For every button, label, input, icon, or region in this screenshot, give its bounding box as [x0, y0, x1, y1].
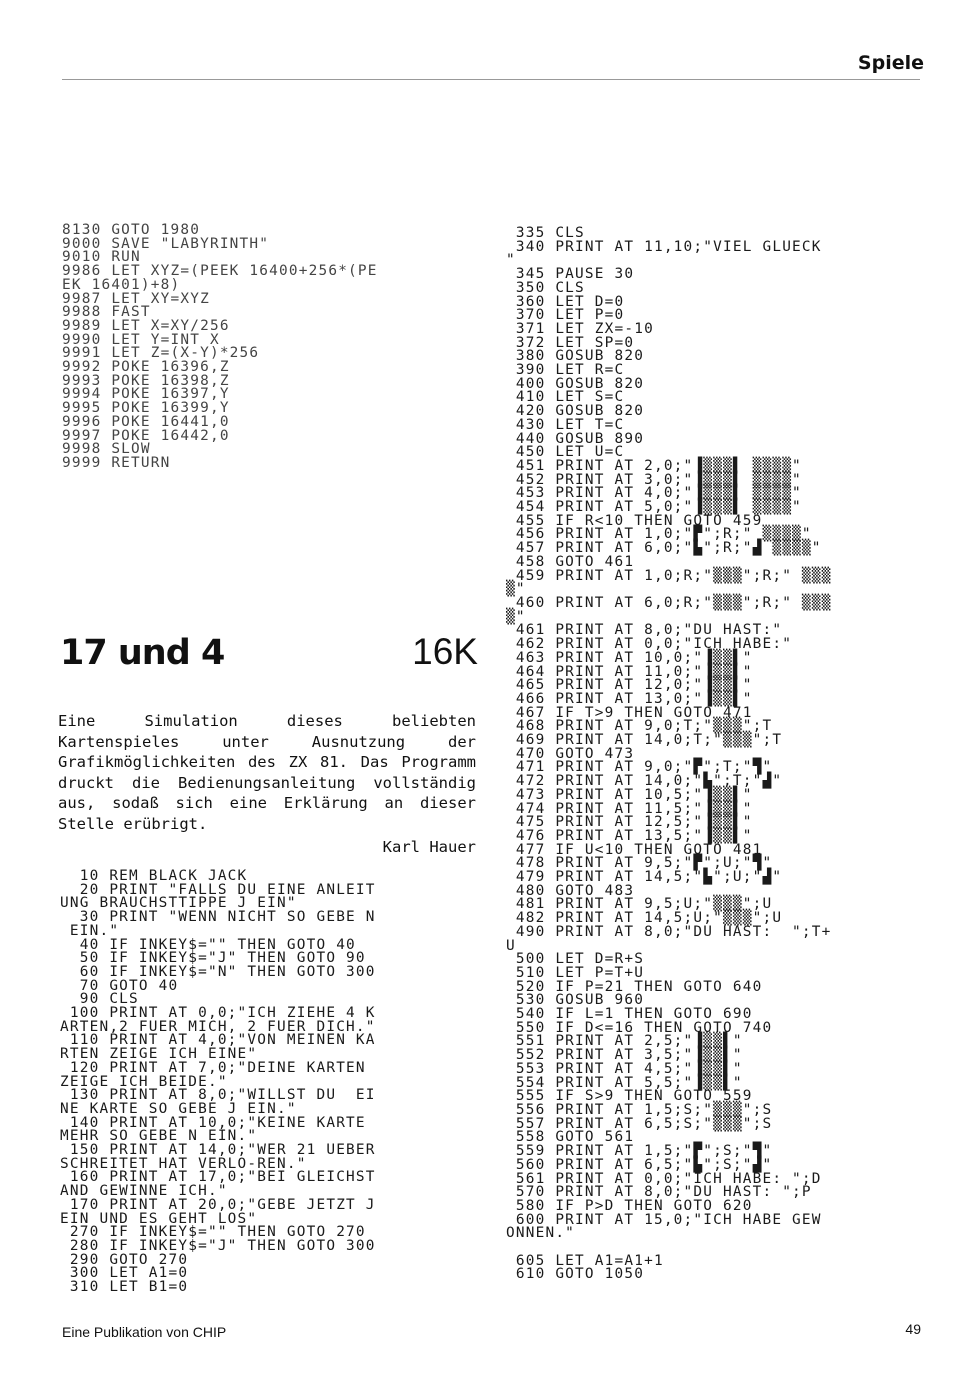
- code-listing-right: 335 CLS 340 PRINT AT 11,10;"VIEL GLUECK " 345 PAUSE 30 350 CLS 360 LET D=0 370 LET P=0 371 LET ZX=-10 372 LET SP=0 380 GOSUB 820 390 LET R=C 400 GOSUB 820 410 LET S=C 420 GOSUB 820 430 LET T=C 440 GOSUB 890 450 LET U=C 451 PRINT AT 2,0;"▐▒▒▒▌ ▒▒▒▒" 452 PRINT AT 3,0;"▐▒▒▒▌ ▒▒▒▒" 453 PRINT AT 4,0;"▐▒▒▒▌ ▒▒▒▒" 454 PRINT AT 5,0;"▐▒▒▒▌ ▒▒▒▒" 455 IF R<10 THEN GOTO 459 456 PRINT AT 1,0;"▛";R;" ▒▒▒▒" 457 PRINT AT 6,0;"▙";R;"▟ ▒▒▒▒" 458 GOTO 461 459 PRINT AT 1,0;R;"▒▒▒";R;" ▒▒▒ ▒" 460 PRINT AT 6,0;R;"▒▒▒";R;" ▒▒▒ ▒" 461 PRINT AT 8,0;"DU HAST:" 462 PRINT AT 0,0;"ICH HABE:" 463 PRINT AT 10,0;"▐▒▒▌" 464 PRINT AT 11,0;"▐▒▒▌" 465 PRINT AT 12,0;"▐▒▒▌" 466 PRINT AT 13,0;"▐▒▒▌" 467 IF T>9 THEN GOTO 471 468 PRINT AT 9,0;T;"▒▒▒";T 469 PRINT AT 14,0;T;"▒▒▒";T 470 GOTO 473 471 PRINT AT 9,0;"▛";T;"▜" 472 PRINT AT 14,0;"▙";T;"▟" 473 PRINT AT 10,5;"▐▒▒▌" 474 PRINT AT 11,5;"▐▒▒▌" 475 PRINT AT 12,5;"▐▒▒▌" 476 PRINT AT 13,5;"▐▒▒▌" 477 IF U<10 THEN GOTO 481 478 PRINT AT 9,5;"▛";U;"▜" 479 PRINT AT 14,5;"▙";U;"▟" 480 GOTO 483 481 PRINT AT 9,5;U;"▒▒▒";U 482 PRINT AT 14,5;U;"▒▒▒";U 490 PRINT AT 8,0;"DU HAST: ";T+ U 500 LET D=R+S 510 LET P=T+U 520 IF P=21 THEN GOTO 640 530 GOSUB 960 540 IF L=1 THEN GOTO 690 550 IF D<=16 THEN GOTO 740 551 PRINT AT 2,5;"▐▒▒▌" 552 PRINT AT 3,5;"▐▒▒▌" 553 PRINT AT 4,5;"▐▒▒▌" 554 PRINT AT 5,5;"▐▒▒▌" 555 IF S>9 THEN GOTO 559 556 PRINT AT 1,5;S;"▒▒▒";S 557 PRINT AT 6,5;S;"▒▒▒";S 558 GOTO 561 559 PRINT AT 1,5;"▛";S;"▜" 560 PRINT AT 6,5;"▙";S;"▟" 561 PRINT AT 0,0;"ICH HABE: ";D 570 PRINT AT 8,0;"DU HAST: ";P 580 IF P>D THEN GOTO 620 600 PRINT AT 15,0;"ICH HABE GEW ONNEN." 605 LET A1=A1+1 610 GOTO 1050: [506, 225, 832, 1283]
- header-rule: [62, 79, 920, 80]
- page-number: 49: [905, 1321, 921, 1337]
- article-intro: Eine Simulation dieses beliebten Kartenspieles unter Ausnutzung der Grafikmöglichkeiten des ZX 81. Das Programm druckt die Bedienungsanleitung vollständig aus, sodaß sich eine Erklärung an dieser Stelle erübrigt.: [58, 712, 476, 833]
- code-listing-top-left: 8130 GOTO 1980 9000 SAVE "LABYRINTH" 9010 RUN 9986 LET XYZ=(PEEK 16400+256*(PE EK 16401)+8) 9987 LET XY=XYZ 9988 FAST 9989 LET X=XY/256 9990 LET Y=INT X 9991 LET Z=(X-Y)*256 9992 POKE 16396,Z 9993 POKE 16398,Z 9994 POKE 16397,Y 9995 POKE 16399,Y 9996 POKE 16441,0 9997 POKE 16442,0 9998 SLOW 9999 RETURN: [62, 222, 378, 471]
- footer-publication: Eine Publikation von CHIP: [62, 1324, 227, 1340]
- article-author: Karl Hauer: [382, 838, 476, 856]
- code-listing-left: 10 REM BLACK JACK 20 PRINT "FALLS DU EINE ANLEIT UNG BRAUCHSTTIPPE J EIN" 30 PRINT "WENN NICHT SO GEBE N EIN." 40 IF INKEY$="" THEN GOTO 40 50 IF INKEY$="J" THEN GOTO 90 60 IF INKEY$="N" THEN GOTO 300 70 GOTO 40 90 CLS 100 PRINT AT 0,0;"ICH ZIEHE 4 K ARTEN,2 FUER MICH, 2 FUER DICH." 110 PRINT AT 4,0;"VON MEINEN KA RTEN ZEIGE ICH EINE" 120 PRINT AT 7,0;"DEINE KARTEN ZEIGE ICH BEIDE." 130 PRINT AT 8,0;"WILLST DU EI NE KARTE SO GEBE J EIN." 140 PRINT AT 10,0;"KEINE KARTE MEHR SO GEBE N EIN." 150 PRINT AT 14,0;"WER 21 UEBER SCHREITET HAT VERLO-REN." 160 PRINT AT 17,0;"BEI GLEICHST AND GEWINNE ICH." 170 PRINT AT 20,0;"GEBE JETZT J EIN UND ES GEHT LOS" 270 IF INKEY$="" THEN GOTO 270 280 IF INKEY$="J" THEN GOTO 300 290 GOTO 270 300 LET A1=0 310 LET B1=0: [60, 868, 376, 1296]
- section-title: Spiele: [857, 52, 924, 74]
- memory-requirement: 16K: [412, 631, 478, 672]
- article-title: 17 und 4: [60, 633, 225, 673]
